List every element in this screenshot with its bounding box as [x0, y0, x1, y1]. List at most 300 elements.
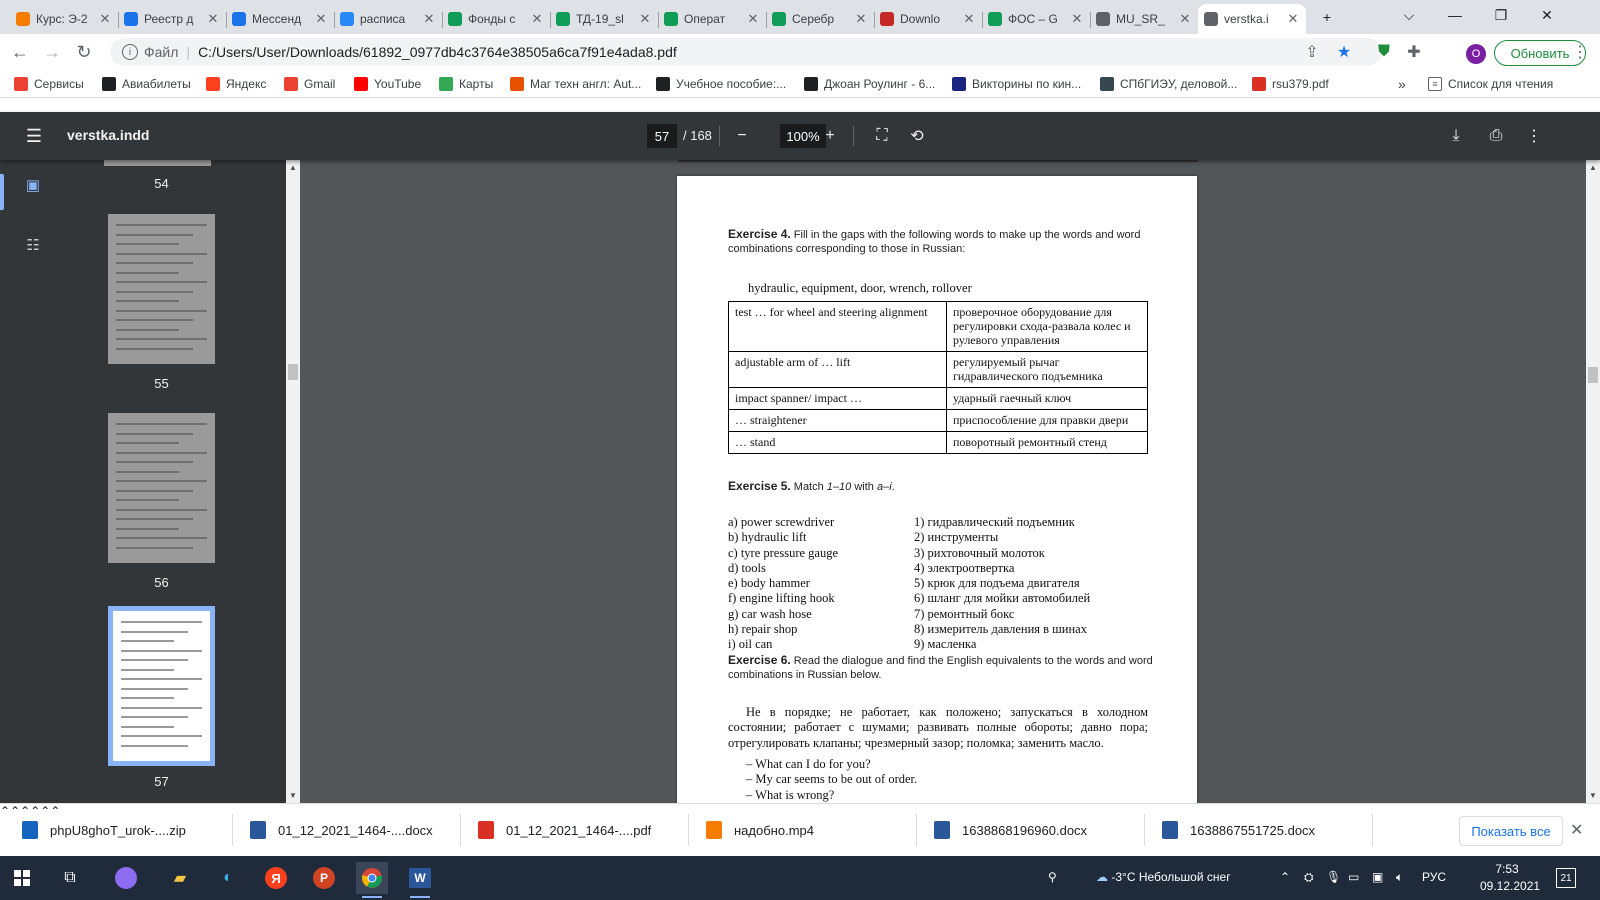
thumbnail-text-line [116, 518, 193, 520]
reading-list-icon: ≡ [1428, 77, 1442, 91]
bookmark-label: Маг техн англ: Aut... [530, 77, 642, 91]
exercise-5-title: Exercise 5. [728, 479, 791, 493]
cap-icon [656, 77, 670, 91]
sidebar-menu-icon[interactable]: ☰ [25, 125, 43, 146]
sidebar-scroll-thumb[interactable] [288, 364, 298, 380]
exercise-4-table [728, 301, 1148, 454]
clock-date: 09.12.2021 [1480, 879, 1541, 893]
table-row [729, 388, 1148, 410]
download-separator [916, 814, 917, 846]
outline-view-icon[interactable]: ☷ [26, 237, 40, 254]
notification-count: 21 [1560, 872, 1572, 884]
graduation-cap-icon [16, 12, 30, 26]
sidebar-scrollbar[interactable] [286, 160, 300, 803]
thumbnail-text-line [116, 537, 207, 539]
chat-icon [232, 12, 246, 26]
thumbnail-sidebar [0, 160, 292, 803]
table-row [729, 432, 1148, 454]
dialog-line: – My car seems to be out of order. [746, 772, 918, 787]
close-tab-icon[interactable]: ✕ [639, 11, 651, 26]
pdf-icon [1252, 77, 1266, 91]
exercise-6-heading [728, 653, 1158, 682]
clock[interactable] [1480, 861, 1541, 895]
update-label: Обновить [1510, 45, 1570, 61]
rail-active-indicator [0, 174, 4, 210]
list-item: 4) электроотвертка [914, 560, 1015, 575]
bookmark-label: rsu379.pdf [1272, 77, 1329, 91]
download-filename: phpU8ghoT_urok-....zip [50, 822, 186, 838]
list-item: f) engine lifting hook [728, 591, 835, 606]
download-item[interactable] [1162, 814, 1315, 846]
close-tab-icon[interactable]: ✕ [855, 11, 867, 26]
tab-title: verstka.i [1224, 12, 1269, 26]
list-item: 8) измеритель давления в шинах [914, 622, 1087, 637]
bookmarks-bar [0, 70, 1600, 98]
thumbnail-text-line [116, 442, 179, 444]
thumbnail-text-line [116, 509, 207, 511]
bookmark-item[interactable] [510, 75, 641, 93]
exercise-6-title: Exercise 6. [728, 653, 791, 667]
bookmark-label: Карты [459, 77, 494, 91]
windows-start-icon[interactable] [6, 862, 38, 894]
table-row [729, 352, 1148, 388]
thumbnail-text-line [116, 310, 207, 312]
exercise-6-instructions: Read the dialogue and find the English equivalents to the words and word combinations in Russian below. [728, 655, 1153, 681]
list-item: b) hydraulic lift [728, 530, 807, 545]
list-item: 6) шланг для мойки автомобилей [914, 591, 1091, 606]
restore-button[interactable]: ❐ [1494, 6, 1508, 23]
chevron-up-icon[interactable]: ⌃ [40, 804, 51, 818]
dialog-line: – What can I do for you? [746, 757, 871, 771]
thumbnail-text-line [116, 547, 193, 549]
thumbnail-text-line [116, 433, 193, 435]
weather-widget[interactable] [1096, 870, 1231, 884]
exercise-6-dialog [746, 757, 1146, 803]
browser-tab[interactable] [658, 4, 766, 34]
thumbnail-text-line [116, 471, 179, 473]
alice-assistant-icon[interactable] [110, 862, 142, 894]
pdf-more-icon[interactable]: ⋮ [1526, 128, 1542, 145]
close-tab-icon[interactable]: ✕ [1179, 11, 1191, 26]
bookmark-label: Сервисы [34, 77, 84, 91]
browser-tab[interactable] [982, 4, 1090, 34]
exercise-5-russian-list [914, 515, 1154, 653]
browser-tab[interactable] [550, 4, 658, 34]
share-icon[interactable]: ⇪ [1305, 44, 1319, 61]
yandex-browser-icon[interactable]: Я [260, 862, 292, 894]
thumbnail-text-line [116, 329, 179, 331]
download-separator [1372, 814, 1373, 846]
toolbar-divider [853, 126, 854, 146]
viewer-scroll-thumb[interactable] [1588, 367, 1598, 383]
download-filename: 01_12_2021_1464-....pdf [506, 822, 652, 838]
thumbnail-text-line [116, 272, 179, 274]
table-cell-russian: регулируемый рычаг гидравлического подъемника [947, 352, 1148, 388]
pdf-icon [478, 821, 494, 839]
exercise-5-range: 1–10 [826, 481, 852, 493]
tab-title: Downlo [900, 12, 941, 26]
download-separator [688, 814, 689, 846]
print-icon[interactable]: ⎙ [1489, 127, 1503, 144]
powerpoint-icon[interactable]: P [308, 862, 340, 894]
browser-tab[interactable] [1090, 4, 1198, 34]
table-row [729, 302, 1148, 352]
list-item: c) tyre pressure gauge [728, 545, 839, 560]
pdf-toolbar [0, 112, 1600, 160]
close-tab-icon[interactable]: ✕ [423, 11, 435, 26]
bookmark-label: YouTube [374, 77, 422, 91]
browser-tab[interactable] [334, 4, 442, 34]
language-indicator[interactable]: РУС [1422, 870, 1447, 884]
download-item[interactable] [934, 814, 1087, 846]
thumbnail-text-line [116, 499, 179, 501]
vk-icon [340, 12, 354, 26]
download-icon[interactable]: ⤓ [1452, 127, 1460, 144]
bookmark-label: Gmail [304, 77, 336, 91]
pdf-viewer [300, 160, 1586, 803]
thumbnail-text-line [121, 745, 188, 747]
thumbnail-page[interactable] [108, 214, 215, 364]
thumbnail-text-line [116, 480, 207, 482]
gmail-icon [284, 77, 298, 91]
download-filename: 01_12_2021_1464-....docx [278, 822, 433, 838]
bookmark-item[interactable] [439, 75, 493, 93]
chevron-up-icon[interactable]: ⌃ [30, 804, 41, 818]
download-item[interactable] [22, 814, 186, 846]
scroll-up-arrow-icon[interactable]: ▲ [1589, 162, 1597, 172]
tray-app-icon[interactable]: ⛭ [1304, 870, 1314, 884]
previous-page-edge [678, 160, 1198, 162]
forward-button[interactable] [38, 38, 66, 66]
browser-tab[interactable] [442, 4, 550, 34]
exercise-5-english-list [728, 515, 908, 653]
profile-avatar[interactable] [1466, 44, 1486, 64]
word-icon [934, 821, 950, 839]
close-tab-icon[interactable]: ✕ [963, 11, 975, 26]
list-item: 5) крюк для подъема двигателя [914, 576, 1080, 591]
globe-icon [1204, 12, 1218, 26]
exercise-4-instructions: Fill in the gaps with the following words to make up the words and word combinations corresponding to those in Russian: [728, 229, 1141, 255]
table-cell-russian: поворотный ремонтный стенд [947, 432, 1148, 454]
close-tab-icon[interactable]: ✕ [1287, 11, 1299, 26]
zip-icon [22, 821, 38, 839]
browser-tab[interactable] [10, 4, 118, 34]
thumbnail-text-line [116, 423, 207, 425]
github-icon [1096, 12, 1110, 26]
thumbnail-text-line [121, 669, 174, 671]
thumbnail-text-line [116, 490, 193, 492]
word-icon[interactable]: W [404, 862, 436, 894]
bookmark-item[interactable] [1100, 75, 1237, 93]
thumbnail-text-line [116, 300, 179, 302]
task-view-icon[interactable]: ⧉ [64, 869, 76, 886]
browser-tab[interactable] [874, 4, 982, 34]
toolbar-divider [719, 126, 720, 146]
show-all-downloads-button[interactable] [1459, 816, 1563, 846]
edge-browser-icon[interactable]: ◐ [223, 869, 233, 886]
table-cell-english: impact spanner/ impact … [729, 388, 947, 410]
thumbnail-text-line [121, 735, 202, 737]
list-item: 2) инструменты [914, 530, 999, 545]
thumbnail-text-line [116, 262, 193, 264]
bookmark-item[interactable] [102, 75, 191, 93]
feather-icon [124, 12, 138, 26]
volume-icon[interactable]: 🔈︎ [1396, 870, 1404, 884]
battery-icon[interactable]: ▭ [1348, 870, 1360, 884]
thumbnail-text-line [121, 650, 202, 652]
zoom-in-icon[interactable]: + [825, 127, 835, 144]
list-item: 1) гидравлический подъемник [914, 515, 1075, 529]
people-icon[interactable]: ⚲ [1048, 870, 1057, 884]
tab-title: MU_SR_ [1116, 12, 1165, 26]
windows-taskbar [0, 856, 1600, 900]
thumbnail-page[interactable] [108, 606, 215, 766]
download-separator [1144, 814, 1145, 846]
page-total: / 168 [683, 128, 712, 143]
chrome-icon[interactable] [356, 862, 388, 894]
thumbnail-text-line [121, 707, 202, 709]
list-item: 9) масленка [914, 637, 977, 652]
thumbnail-text-line [116, 338, 207, 340]
rotate-icon[interactable]: ⟲ [910, 128, 924, 145]
download-item[interactable] [706, 814, 814, 846]
close-tab-icon[interactable]: ✕ [531, 11, 543, 26]
download-filename: 1638868196960.docx [962, 822, 1088, 838]
word-icon [1162, 821, 1178, 839]
reading-list-label: Список для чтения [1448, 77, 1554, 91]
tab-title: Серебр [792, 12, 835, 26]
extensions-puzzle-icon[interactable]: ✚ [1407, 44, 1421, 61]
maps-icon [439, 77, 453, 91]
sheets-icon [556, 12, 570, 26]
list-item: a) power screwdriver [728, 515, 835, 529]
fit-page-icon[interactable]: ⛶ [876, 127, 888, 144]
download-filename: 1638867551725.docx [1190, 822, 1316, 838]
table-cell-english: … straightener [729, 410, 947, 432]
thumbnail-text-line [116, 243, 179, 245]
close-downloads-icon[interactable]: ✕ [1570, 822, 1584, 839]
word-icon [250, 821, 266, 839]
table-cell-russian: ударный гаечный ключ [947, 388, 1148, 410]
thumbnail-text-line [116, 319, 193, 321]
download-filename: надобно.mp4 [734, 822, 814, 838]
youtube-icon [354, 77, 368, 91]
download-separator [460, 814, 461, 846]
bookmark-item[interactable] [1252, 75, 1329, 93]
drive-icon [772, 12, 786, 26]
table-cell-english: test … for wheel and steering alignment [729, 302, 947, 352]
thumbnail-text-line [116, 461, 193, 463]
more-menu-icon[interactable]: ⋮ [1572, 44, 1588, 61]
exercise-6-paragraph: Не в порядке; не работает, как положено; запускаться в холодном состоянии; работает с шумами; развивать полные обороты; давно пора; отрегулировать клапаны; чрезмерный зазор; поломка; заменить масло. [728, 705, 1148, 750]
tab-title: Курс: Э-2 [36, 12, 88, 26]
notifications-icon[interactable] [1556, 868, 1576, 888]
table-cell-english: … stand [729, 432, 947, 454]
drive-icon [988, 12, 1002, 26]
sidebar-rail [0, 160, 66, 803]
back-button[interactable] [6, 38, 34, 66]
new-tab-plus: + [1322, 9, 1332, 25]
sheets-icon [664, 12, 678, 26]
network-icon[interactable]: ▣ [1372, 870, 1384, 884]
bookmark-item[interactable] [14, 75, 84, 93]
heart-icon [880, 12, 894, 26]
download-item[interactable] [250, 814, 433, 846]
microphone-icon[interactable]: 🎙︎ [1326, 870, 1342, 884]
address-bar[interactable] [110, 38, 1382, 66]
bookmark-item[interactable] [952, 75, 1081, 93]
file-explorer-icon[interactable]: ▰ [173, 870, 187, 887]
tab-title: ФОС – G [1008, 12, 1058, 26]
tab-title: ТД-19_sl [576, 12, 624, 26]
list-item: e) body hammer [728, 576, 810, 591]
bookmarks-overflow-button[interactable] [1398, 75, 1406, 93]
browser-tab[interactable] [1198, 4, 1306, 34]
browser-tab[interactable] [226, 4, 334, 34]
tab-title: расписа [360, 12, 406, 26]
pdf-document-title: verstka.indd [67, 127, 150, 143]
tab-title: Операт [684, 12, 726, 26]
bookmark-label: Авиабилеты [122, 77, 191, 91]
profile-initial: О [1471, 48, 1481, 60]
table-cell-russian: проверочное оборудование для регулировки схода-развала колес и рулевого управления [947, 302, 1148, 352]
thumbnail-text-line [116, 224, 207, 226]
reading-list-button[interactable] [1428, 75, 1553, 93]
plane-icon [102, 77, 116, 91]
info-icon[interactable]: i [122, 44, 138, 60]
tray-overflow-chevron-icon[interactable]: ⌃ [1280, 870, 1291, 884]
tab-search-chevron-icon[interactable]: ⌵ [1403, 6, 1415, 23]
pdf-page [677, 176, 1197, 803]
tab-title: Реестр д [144, 12, 194, 26]
thumbnail-text-line [116, 291, 193, 293]
minimize-button[interactable]: — [1448, 7, 1462, 23]
bookmark-item[interactable] [804, 75, 935, 93]
download-separator [232, 814, 233, 846]
table-cell-english: adjustable arm of … lift [729, 352, 947, 388]
shield-extension-icon[interactable]: ⛊ [1377, 43, 1390, 60]
reload-button[interactable] [70, 38, 98, 66]
thumbnail-text-line [121, 688, 188, 690]
tab-title: Фонды с [468, 12, 516, 26]
close-tab-icon[interactable]: ✕ [747, 11, 759, 26]
thumbnail-text-line [121, 716, 188, 718]
chevron-up-icon[interactable]: ⌃ [20, 804, 31, 818]
scroll-down-arrow-icon[interactable]: ▼ [1589, 790, 1597, 800]
bookmark-star-icon[interactable]: ★ [1336, 44, 1352, 61]
bookmark-label: Яндекс [226, 77, 267, 91]
thumbnail-page[interactable] [108, 413, 215, 563]
exercise-5-range: a–i [876, 481, 892, 493]
viewer-scrollbar[interactable] [1586, 160, 1600, 803]
bookmark-item[interactable] [656, 75, 786, 93]
tab-title: Мессенд [252, 12, 302, 26]
table-row [729, 410, 1148, 432]
bookmark-label: Джоан Роулинг - 6... [824, 77, 936, 91]
address-url: C:/Users/User/Downloads/61892_0977db4c3764e38505a6ca7f91e4ada8.pdf [198, 44, 677, 60]
exercise-4-word-list: hydraulic, equipment, door, wrench, rollover [748, 281, 972, 295]
reload-icon: ↻ [76, 41, 92, 62]
list-item: 7) ремонтный бокс [914, 606, 1015, 621]
thumbnail-page-number: 57 [154, 774, 169, 789]
chevron-up-icon[interactable]: ⌃ [0, 804, 11, 818]
bookmark-label: Учебное пособие:... [676, 77, 787, 91]
download-item[interactable] [478, 814, 651, 846]
list-item: g) car wash hose [728, 606, 812, 621]
overflow-glyph: » [1398, 76, 1406, 92]
thumbnail-page-53[interactable] [104, 160, 211, 166]
thumbnail-text-line [121, 726, 174, 728]
bookmark-item[interactable] [354, 75, 421, 93]
bookmark-item[interactable] [206, 75, 266, 93]
cloud-snow-icon: ☁ [1096, 870, 1108, 884]
close-tab-icon[interactable]: ✕ [1071, 11, 1083, 26]
thumbnail-text-line [116, 253, 207, 255]
clock-time: 7:53 [1495, 862, 1519, 876]
thumbnail-text-line [121, 697, 174, 699]
vlc-icon [706, 821, 722, 839]
arrow-left-icon: ← [11, 41, 29, 62]
address-separator: | [186, 44, 191, 60]
exercise-4-heading [728, 227, 1158, 256]
exercise-5-heading [728, 479, 1158, 494]
chevron-up-icon[interactable]: ⌃ [10, 804, 21, 818]
browser-tab[interactable] [766, 4, 874, 34]
yandex-icon [206, 77, 220, 91]
exercise-5-text: with [851, 481, 877, 493]
page-number-input[interactable]: 57 [647, 124, 677, 148]
bookmark-icon [510, 77, 524, 91]
thumbnail-text-line [116, 452, 207, 454]
scroll-up-arrow-icon[interactable]: ▲ [289, 162, 297, 172]
table-cell-russian: приспособление для правки двери [947, 410, 1148, 432]
chevron-up-icon[interactable]: ⌃ [50, 804, 61, 818]
close-tab-icon[interactable]: ✕ [207, 11, 219, 26]
thumbnail-text-line [116, 348, 193, 350]
bookmark-label: Викторины по кин... [972, 77, 1082, 91]
dialog-line: – What is wrong? [746, 787, 835, 802]
quiz-icon [952, 77, 966, 91]
thumbnail-page-number: 55 [154, 376, 169, 391]
close-tab-icon[interactable]: ✕ [315, 11, 327, 26]
thumbnails-view-icon[interactable]: ▣ [25, 177, 41, 194]
zoom-input[interactable]: 100% [780, 124, 826, 148]
list-item: i) oil can [728, 637, 773, 652]
thumbnail-page-number: 54 [154, 176, 169, 191]
browser-toolbar [0, 34, 1600, 70]
list-item: d) tools [728, 560, 766, 575]
address-scheme: Файл [144, 44, 179, 60]
bookmark-item[interactable] [284, 75, 335, 93]
thumbnail-text-line [116, 281, 207, 283]
exercise-5-text: Match [793, 481, 827, 493]
list-item: 3) рихтовочный молоток [914, 545, 1045, 560]
bookmark-label: СПбГИЭУ, деловой... [1120, 77, 1238, 91]
thumbnail-text-line [121, 640, 174, 642]
new-tab-button[interactable] [1304, 2, 1350, 32]
scroll-down-arrow-icon[interactable]: ▼ [289, 790, 297, 800]
close-tab-icon[interactable]: ✕ [99, 11, 111, 26]
close-window-button[interactable]: ✕ [1541, 6, 1553, 23]
show-all-label: Показать все [1471, 823, 1551, 839]
downloads-bar [0, 803, 1600, 856]
browser-tab[interactable] [118, 4, 226, 34]
exercise-5-text: . [891, 481, 895, 493]
globe-icon [1100, 77, 1114, 91]
tab-strip [0, 0, 1600, 34]
weather-text: -3°C Небольшой снег [1111, 870, 1231, 884]
zoom-out-icon[interactable]: − [737, 127, 747, 144]
